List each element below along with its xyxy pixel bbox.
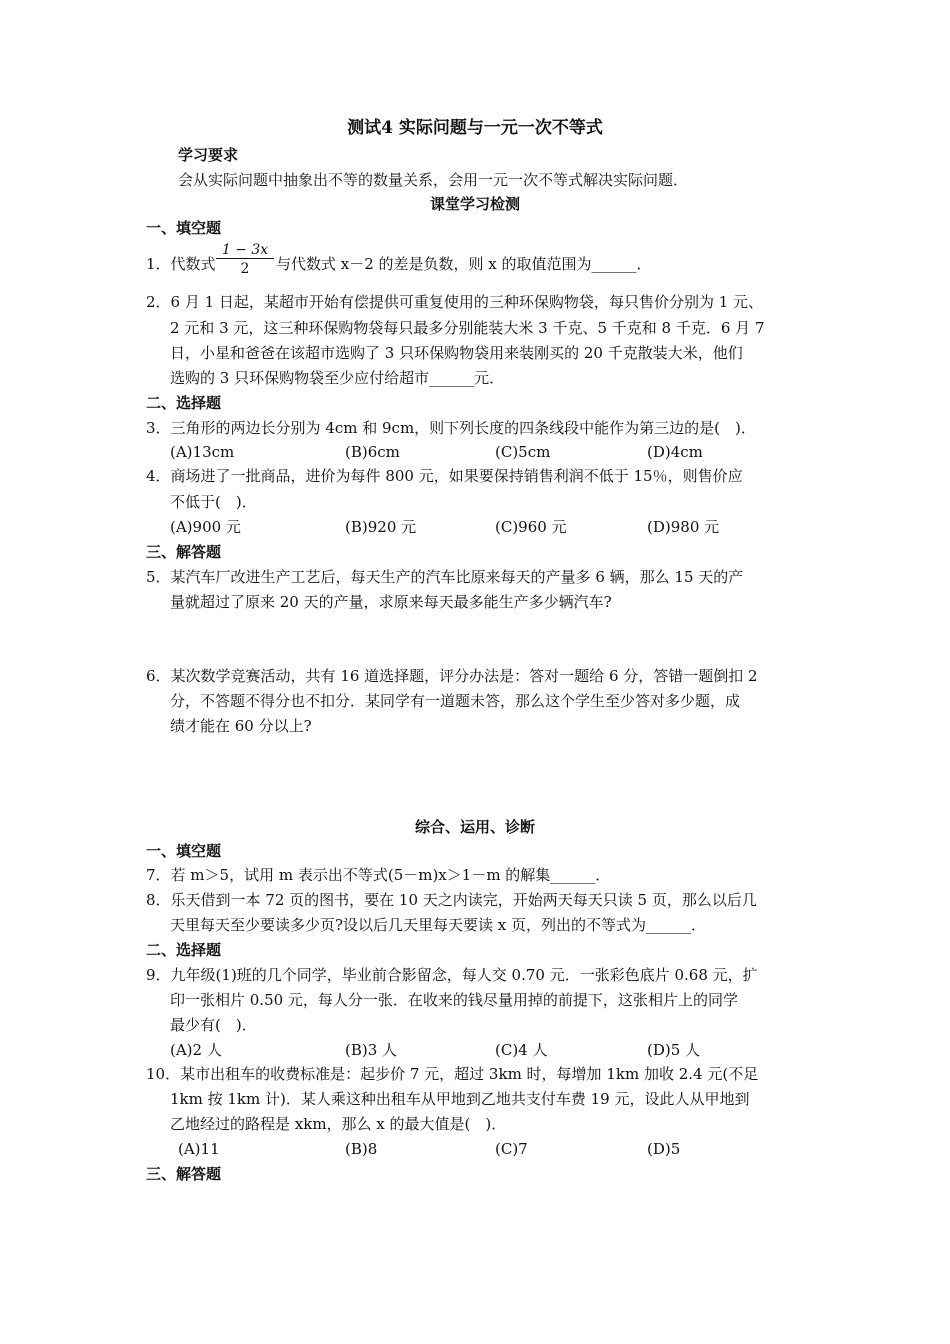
- question-6-line-2: 分，不答题不得分也不扣分．某同学有一道题未答，那么这个学生至少答对多少题，成: [170, 692, 741, 710]
- question-9-line-1: 9．九年级(1)班的几个同学，毕业前合影留念，每人交 0.70 元．一张彩色底片 0.68 元，扩: [146, 966, 758, 984]
- question-5-line-1: 5．某汽车厂改进生产工艺后，每天生产的汽车比原来每天的产量多 6 辆，那么 15 天的产: [146, 568, 744, 586]
- question-3-option-d: (D)4cm: [647, 443, 703, 461]
- question-4-option-c: (C)960 元: [495, 518, 567, 536]
- question-5-line-2: 量就超过了原来 20 天的产量，求原来每天最多能生产多少辆汽车?: [170, 593, 612, 611]
- question-3-option-c: (C)5cm: [495, 443, 551, 461]
- section-multiple-choice-2: 二、选择题: [146, 941, 222, 959]
- section-multiple-choice: 二、选择题: [146, 394, 222, 412]
- question-9-option-a: (A)2 人: [170, 1041, 222, 1059]
- question-10-line-2: 1km 按 1km 计)．某人乘这种出租车从甲地到乙地共支付车费 19 元，设此人从甲地到: [170, 1090, 750, 1108]
- question-4-line-2: 不低于( )．: [170, 493, 257, 511]
- fraction-numerator: 1 − 3x: [216, 242, 274, 259]
- question-9-line-3: 最少有( )．: [170, 1016, 257, 1034]
- question-9-option-b: (B)3 人: [345, 1041, 398, 1059]
- question-4-option-a: (A)900 元: [170, 518, 241, 536]
- question-4-option-d: (D)980 元: [647, 518, 720, 536]
- section-answer-questions: 三、解答题: [146, 543, 222, 561]
- section-heading-classroom: 课堂学习检测: [429, 195, 520, 213]
- requirements-heading: 学习要求: [178, 146, 239, 164]
- question-10-line-1: 10．某市出租车的收费标准是：起步价 7 元，超过 3km 时，每增加 1km 加收 2.4 元(不足: [146, 1065, 759, 1083]
- fraction-denominator: 2: [240, 261, 250, 277]
- requirements-text: 会从实际问题中抽象出不等的数量关系，会用一元一次不等式解决实际问题．: [178, 171, 689, 189]
- question-10-option-b: (B)8: [345, 1140, 378, 1158]
- question-4-line-1: 4．商场进了一批商品，进价为每件 800 元，如果要保持销售利润不低于 15％，则售价应: [146, 467, 743, 485]
- question-2-line-1: 2．6 月 1 日起，某超市开始有偿提供可重复使用的三种环保购物袋，每只售价分别为 1 元、: [146, 293, 764, 311]
- question-6-line-3: 绩才能在 60 分以上?: [170, 717, 312, 735]
- question-1-suffix: 与代数式 x－2 的差是负数，则 x 的取值范围为______．: [276, 255, 652, 273]
- question-10-line-3: 乙地经过的路程是 xkm，那么 x 的最大值是( )．: [170, 1115, 507, 1133]
- question-8-line-1: 8．乐天借到一本 72 页的图书，要在 10 天之内读完，开始两天每天只读 5 页，那么以后几: [146, 891, 757, 909]
- section-answer-questions-2: 三、解答题: [146, 1165, 222, 1183]
- question-2-line-4: 选购的 3 只环保购物袋至少应付给超市______元．: [170, 369, 505, 387]
- question-3-option-b: (B)6cm: [345, 443, 400, 461]
- section-fill-blank-2: 一、填空题: [146, 842, 222, 860]
- question-10-option-a: (A)11: [178, 1140, 220, 1158]
- question-10-option-c: (C)7: [495, 1140, 528, 1158]
- question-10-option-d: (D)5: [647, 1140, 681, 1158]
- question-9-line-2: 印一张相片 0.50 元，每人分一张．在收来的钱尽量用掉的前提下，这张相片上的同学: [170, 991, 738, 1009]
- fraction-1-minus-3x-over-2: [216, 242, 274, 277]
- question-3-option-a: (A)13cm: [170, 443, 235, 461]
- section-fill-blank: 一、填空题: [146, 219, 222, 237]
- question-6-line-1: 6．某次数学竞赛活动，共有 16 道选择题，评分办法是：答对一题给 6 分，答错一题倒扣 2: [146, 667, 758, 685]
- question-2-line-2: 2 元和 3 元，这三种环保购物袋每只最多分别能装大米 3 千克、5 千克和 8 千克．6 月 7: [170, 319, 765, 337]
- question-9-option-c: (C)4 人: [495, 1041, 548, 1059]
- question-3: 3．三角形的两边长分别为 4cm 和 9cm，则下列长度的四条线段中能作为第三边的是( )．: [146, 419, 756, 437]
- section-heading-comprehensive: 综合、运用、诊断: [414, 818, 535, 836]
- question-8-line-2: 天里每天至少要读多少页?设以后几天里每天要读 x 页，列出的不等式为______．: [170, 916, 707, 934]
- question-4-option-b: (B)920 元: [345, 518, 417, 536]
- question-2-line-3: 日，小星和爸爸在该超市选购了 3 只环保购物袋用来装刚买的 20 千克散装大米，他们: [170, 344, 743, 362]
- question-1-prefix: 1．代数式: [146, 255, 216, 273]
- page-title: 测试4 实际问题与一元一次不等式: [347, 118, 603, 138]
- question-7: 7．若 m＞5，试用 m 表示出不等式(5－m)x＞1－m 的解集______．: [146, 866, 611, 884]
- question-9-option-d: (D)5 人: [647, 1041, 701, 1059]
